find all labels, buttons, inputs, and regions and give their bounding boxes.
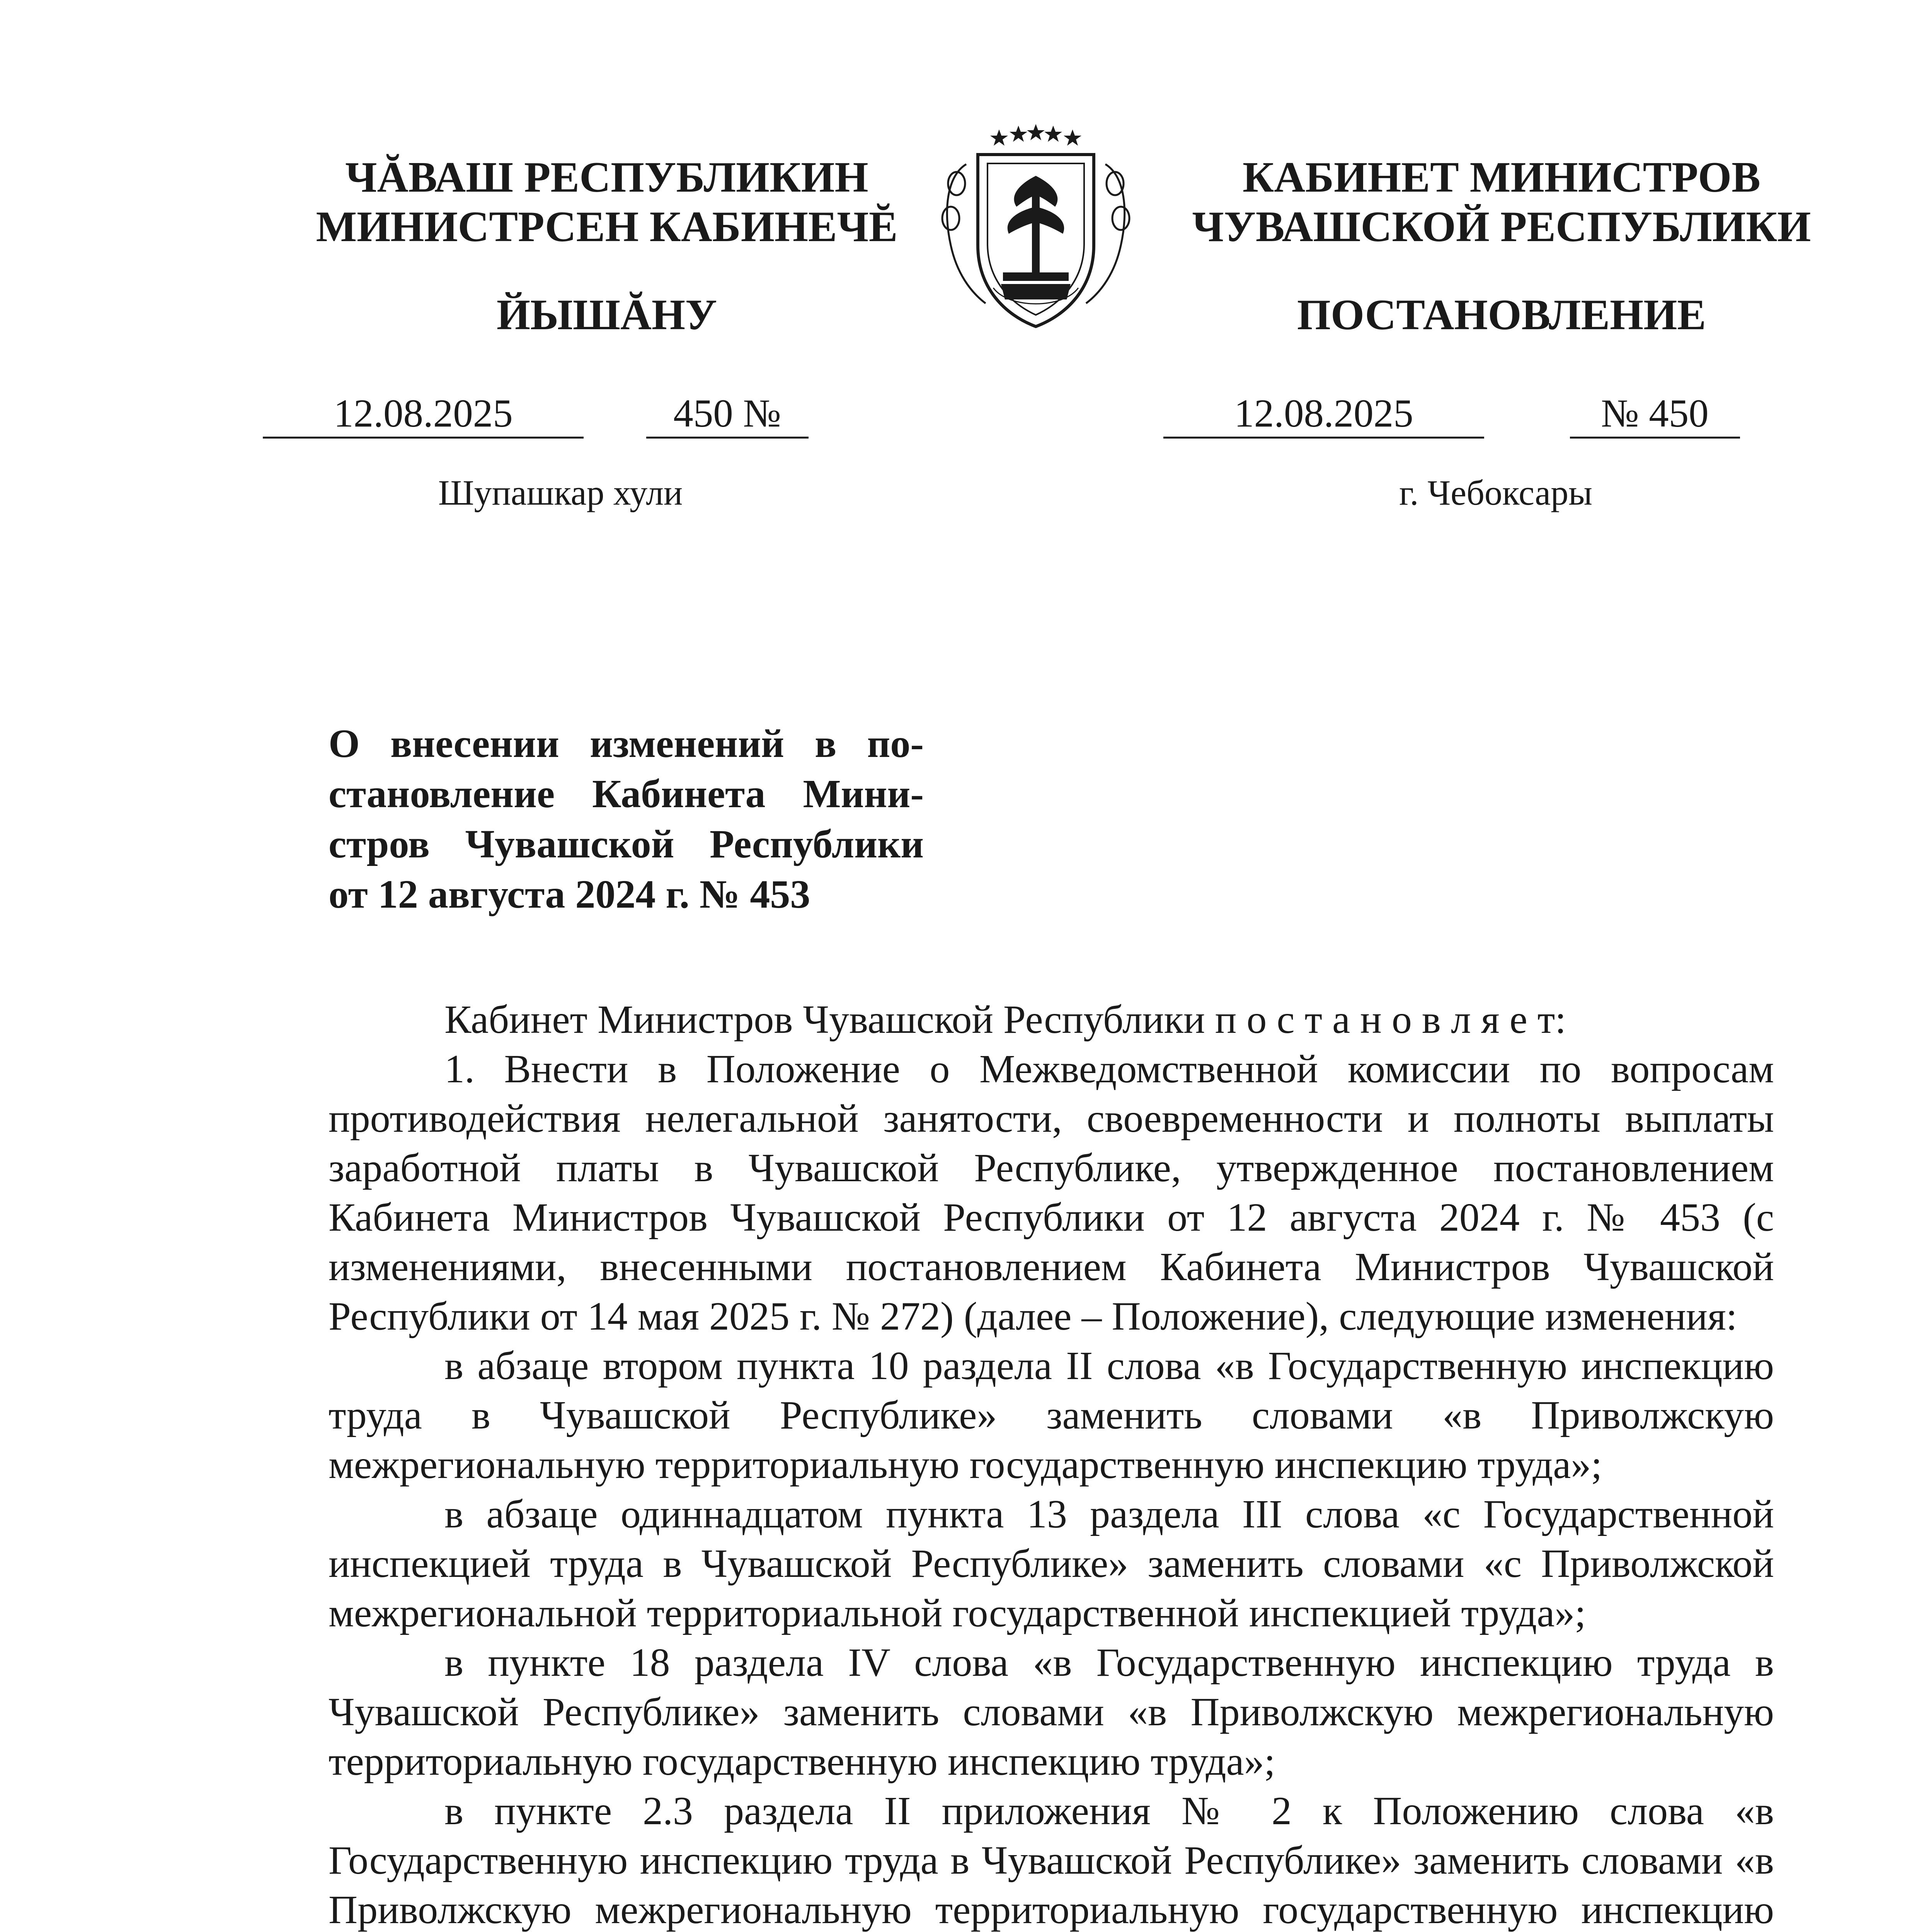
chuvash-cabinet-title-line1: ЧĂВАШ РЕСПУБЛИКИН <box>345 153 868 201</box>
chuvash-cabinet-title-line2: МИНИСТРСЕН КАБИНЕЧĔ <box>316 203 898 251</box>
chuvash-doc-type: ЙЫШĂНУ <box>496 291 717 339</box>
chuvash-number: 450 № <box>646 390 809 439</box>
cabinet-title-line2: ЧУВАШСКОЙ РЕСПУБЛИКИ <box>1192 203 1811 251</box>
chuvash-city: Шупашкар хули <box>438 473 683 512</box>
subject-line: от 12 августа 2024 г. № 453 <box>329 872 810 917</box>
date-number-line <box>1163 390 1740 439</box>
paragraph-amendment-4: в пункте 2.3 раздела II приложения № 2 к Положению слова «в Государственную инспекцию труда в Чувашской Республике» заменить словами «в Приволжскую межрегиональную территориальную государственную инспекцию <box>329 1789 1774 1932</box>
document-number: № 450 <box>1570 390 1740 439</box>
preamble: Кабинет Министров Чувашской Республики п о с т а н о в л я е т: <box>444 997 1566 1042</box>
paragraph-amendment-1: в абзаце втором пункта 10 раздела II слова «в Государственную инспекцию труда в Чувашской Республике» заменить словами «в Приволжскую межрегиональную территориальную государственную инспекцию труда»; <box>329 1344 1774 1487</box>
city: г. Чебоксары <box>1399 473 1592 512</box>
document-body <box>329 995 1774 1932</box>
paragraph-1: 1. Внести в Положение о Межведомственной комиссии по вопросам противодействия нелегальной занятости, своевременности и полноты выплаты заработной платы в Чувашской Республике, утвержденное постановлением Кабинета Министров Чувашской Республики от 12 августа 2024 г. № 453 (с изменениями, внесенными постановлением Кабинета Министров Чувашской Республики от 14 мая 2025 г. № 272) (далее – Положение), следующие изменения: <box>329 1047 1774 1338</box>
emblem-stars <box>990 124 1081 146</box>
subject-line: стров Чувашской Республики <box>329 822 924 866</box>
chuvash-date-number-line <box>263 390 809 439</box>
doc-type: ПОСТАНОВЛЕНИЕ <box>1297 291 1706 339</box>
subject-line: О внесении изменений в по- <box>329 721 924 766</box>
paragraph-amendment-3: в пункте 18 раздела IV слова «в Государственную инспекцию труда в Чувашской Республике» заменить словами «в Приволжскую межрегиональную территориальную государственную инспекцию труда»; <box>329 1640 1774 1784</box>
cabinet-title-line1: КАБИНЕТ МИНИСТРОВ <box>1242 153 1760 201</box>
coat-of-arms-emblem <box>920 118 1152 334</box>
header-chuvash <box>301 153 912 340</box>
paragraph-amendment-2: в абзаце одиннадцатом пункта 13 раздела III слова «с Государственной инспекцией труда в Чувашской Республике» заменить словами «с Приволжской межрегиональной территориальной государственной инспекцией труда»; <box>329 1492 1774 1635</box>
chuvash-date: 12.08.2025 <box>263 390 584 439</box>
header-russian <box>1179 153 1824 340</box>
subject-line: становление Кабинета Мини- <box>329 772 924 816</box>
document-date: 12.08.2025 <box>1163 390 1484 439</box>
document-subject <box>329 719 924 920</box>
